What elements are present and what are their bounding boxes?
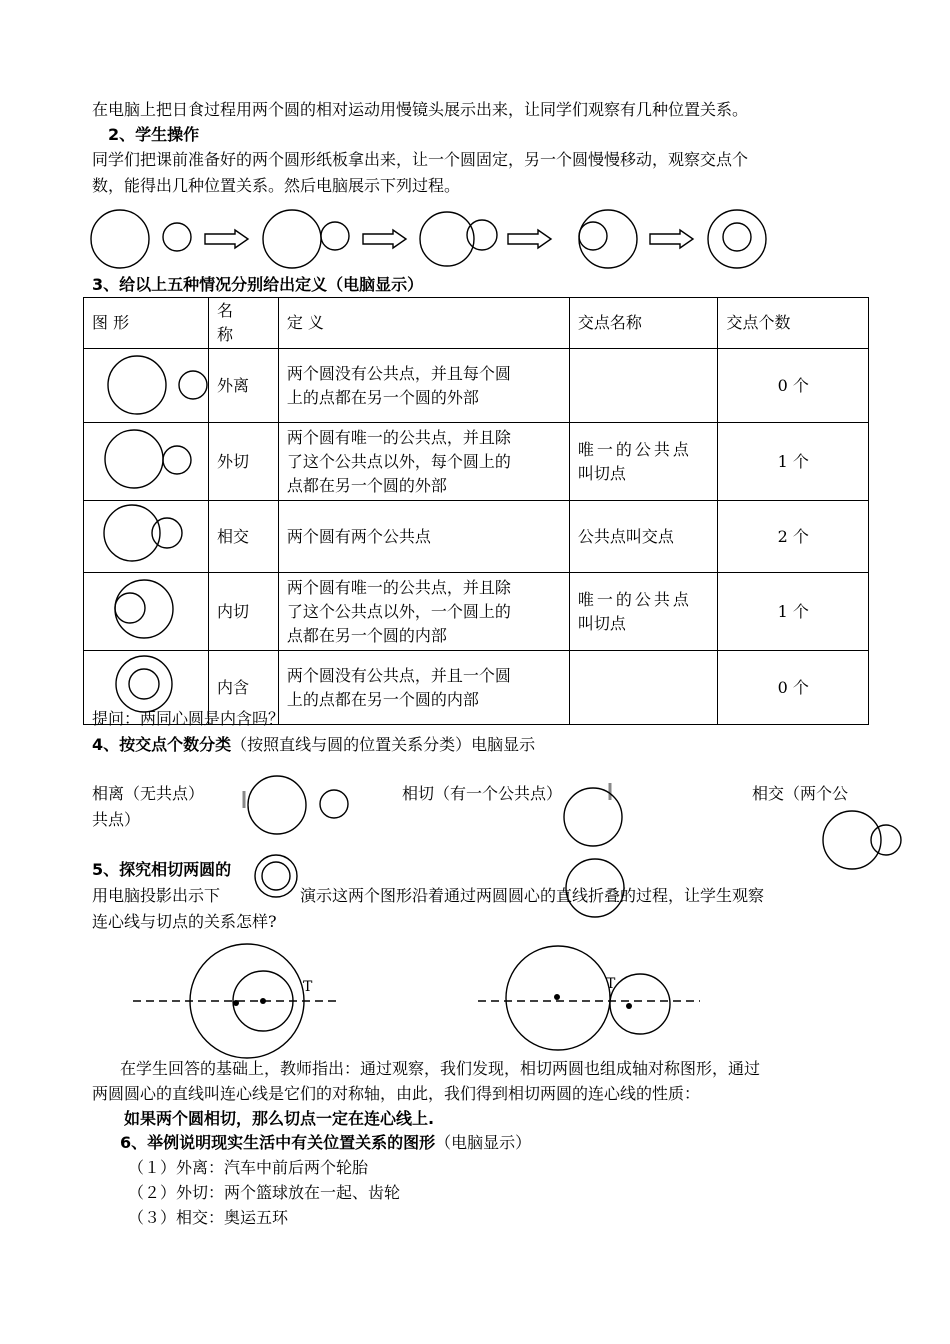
- intersect-big-circle: [823, 811, 881, 869]
- row-point-name: 唯一的公共点 叫切点: [569, 423, 718, 501]
- example-item: （２）外切：两个篮球放在一起、齿轮: [128, 1183, 401, 1202]
- example-item: （１）外离：汽车中前后两个轮胎: [128, 1158, 369, 1177]
- circle-sequence-figure: [0, 200, 950, 280]
- section-5-line-1a: 用电脑投影出示下: [92, 886, 221, 905]
- separate-label: 相离（无共点）: [92, 784, 205, 803]
- row-definition: 两个圆有两个公共点: [278, 501, 569, 573]
- row-point-name: 唯一的公共点 叫切点: [569, 573, 718, 651]
- section-3-heading: 3、给以上五种情况分别给出定义（电脑显示）: [92, 275, 424, 294]
- seq-5-big-circle: [708, 210, 766, 268]
- seq-2-big-circle: [263, 210, 321, 268]
- row-name: 相交: [209, 501, 279, 573]
- row-point-name: [569, 349, 718, 423]
- table-row: [84, 501, 869, 573]
- section-2-heading: 2、学生操作: [108, 125, 200, 144]
- tangent-label: 相切（有一个公共点）: [402, 784, 563, 803]
- row-count: 0 个: [718, 349, 869, 423]
- tangent-big-circle: [564, 788, 622, 846]
- table-row: [84, 349, 869, 423]
- section-5-line-2: 连心线与切点的关系怎样?: [92, 912, 277, 931]
- intersect-diagram: [92, 501, 200, 565]
- separate-big-circle: [248, 776, 306, 834]
- section-6-heading: 6、举例说明现实生活中有关位置关系的图形（电脑显示）: [120, 1133, 532, 1152]
- center-dot: [260, 998, 266, 1004]
- row-definition: 两个圆没有公共点，并且每个圆 上的点都在另一个圆的外部: [278, 349, 569, 423]
- shape-cell: [84, 573, 209, 651]
- section-5-line-1b: 演示这两个图形沿着通过两圆圆心的直线折叠的过程，让学生观察: [300, 886, 765, 905]
- external-separate-diagram: [92, 349, 200, 415]
- external-tangent-diagram: [92, 423, 200, 493]
- seq-2-small-circle: [321, 222, 349, 250]
- definition-table: [83, 297, 869, 725]
- center-dot: [233, 1000, 239, 1006]
- intersect-label-b: 共点）: [92, 810, 141, 829]
- shape-cell: [84, 349, 209, 423]
- example-item: （３）相交：奥运五环: [128, 1208, 289, 1227]
- center-dot: [554, 994, 560, 1000]
- seq-1-big-circle: [91, 210, 149, 268]
- internal-tangent-diagram: [92, 573, 200, 643]
- intersect-label-a: 相交（两个公: [752, 784, 849, 803]
- seq-1-small-circle: [163, 223, 191, 251]
- row-count: 2 个: [718, 501, 869, 573]
- conclusion-text: 如果两个圆相切，那么切点一定在连心线上.: [124, 1109, 435, 1128]
- row-definition: 两个圆没有公共点，并且一个圆 上的点都在另一个圆的内部: [278, 651, 569, 725]
- header-point-name: 交点名称: [569, 298, 718, 349]
- table-header-row: [84, 298, 869, 349]
- intro-text: 在电脑上把日食过程用两个圆的相对运动用慢镜头展示出来，让同学们观察有几种位置关系。: [92, 100, 749, 119]
- tangent-point-label-right: T: [606, 976, 616, 992]
- intersect-small-circle: [871, 825, 901, 855]
- section-5-heading: 5、探究相切两圆的: [92, 860, 232, 879]
- shape-cell: [84, 423, 209, 501]
- arrow-icon: [205, 230, 248, 248]
- section-2-line-2: 数，能得出几种位置关系。然后电脑展示下列过程。: [92, 176, 461, 195]
- tangent-point-label-left: T: [303, 979, 313, 995]
- tangent-inner-small-circle: [262, 862, 290, 890]
- seq-4-small-circle: [579, 222, 607, 250]
- tangent-inner-circle: [255, 855, 297, 897]
- section-4-heading: 4、按交点个数分类（按照直线与圆的位置关系分类）电脑显示: [92, 735, 536, 754]
- shape-cell: [84, 501, 209, 573]
- row-definition: 两个圆有唯一的公共点，并且除 了这个公共点以外，每个圆上的 点都在另一个圆的外部: [278, 423, 569, 501]
- section-2-line-1: 同学们把课前准备好的两个圆形纸板拿出来，让一个圆固定，另一个圆慢慢移动，观察交点个: [92, 150, 749, 169]
- arrow-icon: [508, 230, 551, 248]
- left-big-circle: [190, 944, 304, 1058]
- seq-3-small-circle: [467, 220, 497, 250]
- header-name: 名 称: [209, 298, 279, 349]
- header-shape: 图 形: [84, 298, 209, 349]
- question-text: 提问：两同心圆是内含吗？: [92, 709, 285, 728]
- row-definition: 两个圆有唯一的公共点，并且除 了这个公共点以外，一个圆上的 点都在另一个圆的内部: [278, 573, 569, 651]
- row-name: 外离: [209, 349, 279, 423]
- row-point-name: 公共点叫交点: [569, 501, 718, 573]
- seq-5-small-circle: [723, 223, 751, 251]
- row-count: 1 个: [718, 573, 869, 651]
- row-count: 1 个: [718, 423, 869, 501]
- row-name: 外切: [209, 423, 279, 501]
- tangent-fold-figure: [0, 940, 950, 1060]
- row-point-name: [569, 651, 718, 725]
- right-small-circle: [610, 974, 670, 1034]
- row-name: 内含: [209, 651, 279, 725]
- header-definition: 定 义: [278, 298, 569, 349]
- paragraph-line-2: 两圆圆心的直线叫连心线是它们的对称轴，由此，我们得到相切两圆的连心线的性质：: [92, 1084, 701, 1103]
- paragraph-line-1: 在学生回答的基础上，教师指出：通过观察，我们发现，相切两圆也组成轴对称图形，通过: [120, 1059, 761, 1078]
- table-row: [84, 573, 869, 651]
- row-name: 内切: [209, 573, 279, 651]
- row-count: 0 个: [718, 651, 869, 725]
- seq-4-big-circle: [579, 210, 637, 268]
- seq-3-big-circle: [420, 212, 474, 266]
- table-row: [84, 423, 869, 501]
- center-dot: [626, 1003, 632, 1009]
- arrow-icon: [363, 230, 406, 248]
- header-count: 交点个数: [718, 298, 869, 349]
- separate-small-circle: [320, 790, 348, 818]
- arrow-icon: [650, 230, 693, 248]
